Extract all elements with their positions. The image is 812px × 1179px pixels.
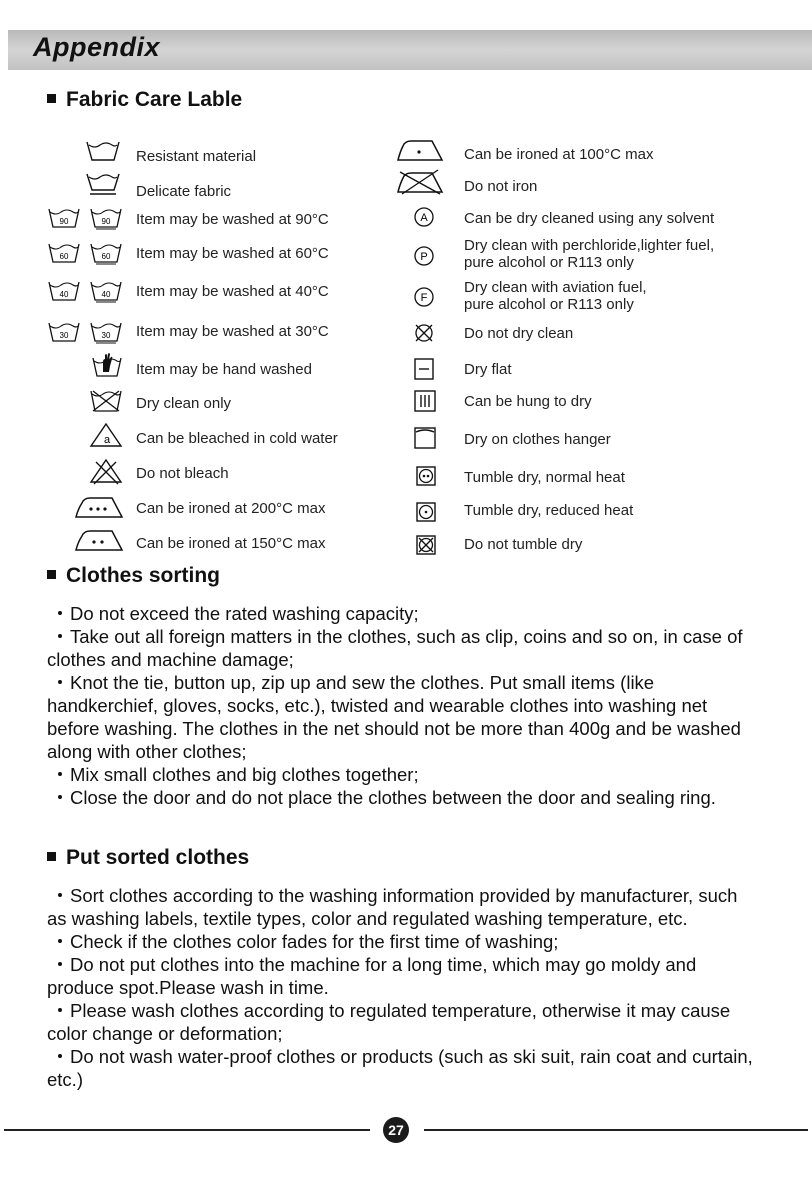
care-item	[414, 390, 436, 420]
care-label: Do not iron	[464, 178, 538, 195]
care-item	[413, 286, 435, 316]
iron-100-icon	[396, 138, 444, 167]
hanger-dry-icon	[414, 427, 436, 454]
no-tumble-icon	[416, 535, 436, 560]
list-item: Close the door and do not place the clothes between the door and sealing ring.	[47, 786, 759, 809]
wash-30-icon	[48, 321, 80, 348]
care-item	[416, 466, 436, 496]
care-item	[413, 245, 435, 275]
page-title: Appendix	[33, 32, 161, 62]
wash-temp-text: 40	[101, 290, 111, 299]
iron-200-icon	[74, 495, 124, 524]
dry-clean-p-icon	[413, 245, 435, 272]
care-item	[86, 172, 120, 202]
care-label: Dry clean with aviation fuel, pure alcohol or R113 only	[464, 279, 647, 313]
care-item	[90, 422, 122, 452]
care-item	[74, 528, 124, 558]
wash-60-icon	[48, 242, 80, 269]
dry-clean-letter: F	[420, 292, 428, 304]
care-item	[396, 138, 444, 168]
do-not-dry-clean-icon	[413, 322, 435, 349]
list-item: Take out all foreign matters in the clothes, such as clip, coins and so on, in case of clothes and machine damage;	[47, 626, 743, 670]
wash-temp-text: 60	[101, 252, 111, 261]
dry-flat-icon	[414, 358, 434, 385]
care-label: Can be ironed at 100°C max	[464, 146, 654, 163]
section-title-put-sorted: Put sorted clothes	[47, 846, 249, 870]
wash-temp-text: 60	[59, 252, 69, 261]
bleach-letter: a	[103, 434, 111, 446]
care-label: Item may be washed at 40°C	[136, 283, 329, 300]
list-item: Do not exceed the rated washing capacity;	[47, 602, 759, 625]
care-item	[396, 170, 444, 200]
care-label: Item may be washed at 30°C	[136, 323, 329, 340]
care-label: Do not tumble dry	[464, 536, 583, 553]
no-bleach-icon	[90, 458, 122, 489]
list-item: Knot the tie, button up, zip up and sew the clothes. Put small items (like handkerchief, gloves, socks, etc.), twisted and wearable clothes into washing net before washing. The clothes in the net should not be more than 400g and be washed along with other clothes;	[47, 672, 741, 762]
care-label: Item may be washed at 90°C	[136, 211, 329, 228]
care-label: Tumble dry, normal heat	[464, 469, 625, 486]
wash-90-icon	[48, 207, 80, 234]
wash-40-icon	[48, 280, 80, 307]
iron-150-icon	[74, 528, 124, 557]
dot-icon	[58, 893, 62, 897]
care-item	[416, 502, 436, 532]
dry-clean-f-icon	[413, 286, 435, 313]
section-title-fabric-care: Fabric Care Lable	[47, 88, 242, 112]
care-item	[74, 495, 124, 525]
dot-icon	[58, 795, 62, 799]
care-label: Do not dry clean	[464, 325, 574, 342]
care-label: Item may be hand washed	[136, 361, 312, 378]
tumble-reduced-icon	[416, 502, 436, 527]
page-number: 27	[383, 1117, 409, 1143]
care-label: Resistant material	[136, 148, 257, 165]
wash-60-gentle-icon	[90, 242, 122, 269]
care-item	[414, 427, 436, 457]
care-item	[414, 358, 434, 388]
care-label: Dry flat	[464, 361, 512, 378]
dot-icon	[58, 634, 62, 638]
dry-clean-only-icon	[90, 389, 122, 418]
list-item: Mix small clothes and big clothes together;	[47, 763, 759, 786]
care-label: Delicate fabric	[136, 183, 232, 200]
bullet-icon	[47, 94, 56, 103]
put-sorted-list	[47, 884, 759, 1091]
care-label: Dry clean with perchloride,lighter fuel, pure alcohol or R113 only	[464, 237, 715, 271]
bullet-icon	[47, 570, 56, 579]
wash-40-gentle-icon	[90, 280, 122, 307]
dry-clean-a-icon	[413, 206, 435, 233]
care-item	[413, 322, 435, 352]
dot-icon	[58, 962, 62, 966]
wash-temp-text: 40	[59, 290, 69, 299]
care-label: Dry clean only	[136, 395, 232, 412]
do-not-iron-icon	[396, 170, 444, 199]
section-title-clothes-sorting: Clothes sorting	[47, 564, 220, 588]
wash-temp-text: 90	[59, 217, 69, 226]
care-item	[413, 206, 435, 236]
care-label: Can be hung to dry	[464, 393, 592, 410]
care-item	[86, 140, 120, 170]
care-label: Can be ironed at 150°C max	[136, 535, 326, 552]
care-label: Can be ironed at 200°C max	[136, 500, 326, 517]
dot-icon	[58, 1054, 62, 1058]
bleach-cold-icon	[90, 422, 122, 453]
washtub-underline-icon	[86, 172, 120, 201]
list-item: Check if the clothes color fades for the first time of washing;	[47, 930, 759, 953]
care-item	[90, 458, 122, 488]
wash-30-gentle-icon	[90, 321, 122, 348]
tumble-normal-icon	[416, 466, 436, 491]
dot-icon	[58, 680, 62, 684]
care-label: Item may be washed at 60°C	[136, 245, 329, 262]
dot-icon	[58, 772, 62, 776]
care-label: Can be bleached in cold water	[136, 430, 338, 447]
footer-rule-right	[424, 1129, 808, 1131]
care-item	[92, 352, 122, 382]
clothes-sorting-list	[47, 602, 759, 809]
dry-clean-letter: A	[420, 212, 428, 224]
care-label: Tumble dry, reduced heat	[464, 502, 634, 519]
care-item	[90, 389, 122, 419]
dry-clean-letter: P	[420, 251, 428, 263]
dot-icon	[58, 1008, 62, 1012]
footer-rule-left	[4, 1129, 370, 1131]
wash-temp-text: 30	[59, 331, 69, 340]
wash-90-gentle-icon	[90, 207, 122, 234]
hand-wash-icon	[92, 352, 122, 383]
bullet-icon	[47, 852, 56, 861]
list-item: Do not wash water-proof clothes or products (such as ski suit, rain coat and curtain, etc.)	[47, 1046, 753, 1090]
care-label: Can be dry cleaned using any solvent	[464, 210, 715, 227]
dot-icon	[58, 611, 62, 615]
list-item: Do not put clothes into the machine for a long time, which may go moldy and produce spot.Please wash in time.	[47, 954, 697, 998]
wash-temp-text: 30	[101, 331, 111, 340]
care-item	[416, 535, 436, 565]
dot-icon	[58, 939, 62, 943]
wash-temp-text: 90	[101, 217, 111, 226]
list-item: Sort clothes according to the washing information provided by manufacturer, such as washing labels, textile types, color and regulated washing temperature, etc.	[47, 885, 738, 929]
care-label: Do not bleach	[136, 465, 229, 482]
care-label: Dry on clothes hanger	[464, 431, 611, 448]
hung-dry-icon	[414, 390, 436, 417]
washtub-icon	[86, 140, 120, 167]
list-item: Please wash clothes according to regulated temperature, otherwise it may cause color change or deformation;	[47, 1000, 731, 1044]
